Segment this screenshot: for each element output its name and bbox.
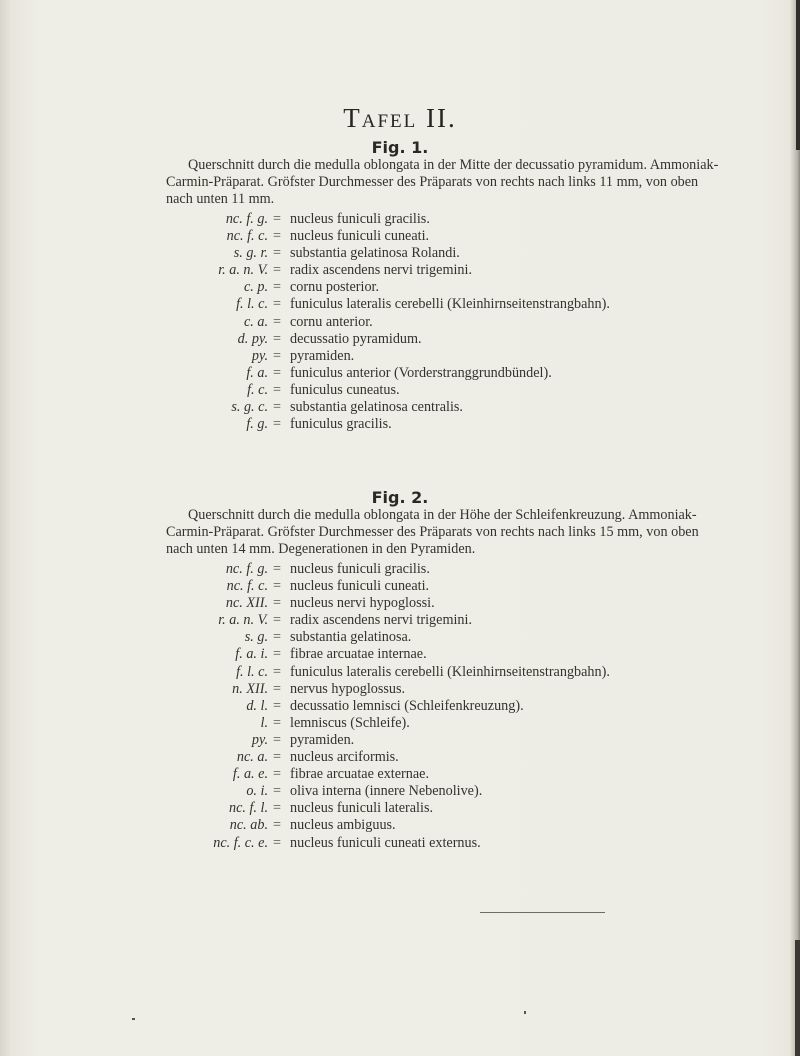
plate-title: Tafel II. (343, 103, 457, 133)
legend-equals: = (273, 595, 282, 612)
legend-row (0, 211, 800, 228)
legend-meaning: pyramiden. (290, 731, 355, 748)
legend-abbreviation: nc. f. g. (225, 211, 268, 227)
legend-row (0, 698, 800, 715)
legend-equals: = (273, 766, 282, 783)
legend-row (0, 314, 800, 331)
legend-equals: = (273, 381, 282, 398)
legend-meaning: funiculus gracilis. (290, 416, 392, 433)
legend-row (0, 646, 800, 663)
legend-abbreviation: r. a. n. V. (218, 262, 268, 279)
legend-abbreviation: f. l. c. (236, 296, 268, 313)
legend-meaning: fibrae arcuatae externae. (290, 766, 430, 783)
figure-1-description-line: Querschnitt durch die medulla oblongata in der Mitte der decussatio pyramidum. Ammoniak- (188, 157, 719, 173)
legend-abbreviation: py. (251, 347, 268, 364)
legend-row (0, 365, 800, 382)
print-speck (132, 1018, 135, 1020)
legend-meaning: pyramiden. (290, 347, 355, 364)
legend-equals: = (273, 749, 282, 766)
legend-abbreviation: nc. a. (236, 749, 268, 766)
legend-meaning: cornu posterior. (290, 279, 380, 296)
figure-2-description (0, 507, 800, 558)
legend-abbreviation: d. py. (237, 330, 268, 347)
legend-abbreviation: s. g. c. (231, 399, 268, 416)
legend-meaning: radix ascendens nervi trigemini. (290, 612, 473, 629)
legend-equals: = (273, 680, 282, 697)
legend-equals: = (273, 245, 282, 262)
legend-equals: = (273, 834, 282, 851)
legend-equals: = (273, 416, 282, 433)
legend-meaning: nucleus funiculi gracilis. (290, 561, 430, 577)
legend-abbreviation: s. g. r. (233, 245, 268, 262)
legend-abbreviation: f. l. c. (236, 663, 268, 680)
legend-abbreviation: nc. f. l. (228, 800, 268, 817)
legend-row (0, 578, 800, 595)
legend-row (0, 296, 800, 313)
legend-abbreviation: f. a. e. (232, 766, 268, 783)
legend-equals: = (273, 262, 282, 279)
legend-meaning: cornu anterior. (290, 313, 373, 330)
legend-abbreviation: f. a. (246, 364, 268, 381)
legend-meaning: nucleus funiculi cuneati. (290, 578, 430, 595)
legend-meaning: oliva interna (innere Nebenolive). (290, 783, 483, 800)
legend-meaning: nucleus arciformis. (290, 749, 399, 766)
legend-row (0, 348, 800, 365)
legend-row (0, 783, 800, 800)
legend-meaning: funiculus anterior (Vorderstranggrundbündel). (290, 364, 552, 381)
legend-row (0, 749, 800, 766)
legend-equals: = (273, 347, 282, 364)
legend-row (0, 399, 800, 416)
legend-meaning: decussatio lemnisci (Schleifenkreuzung). (290, 697, 524, 714)
legend-meaning: substantia gelatinosa Rolandi. (290, 245, 460, 262)
legend-abbreviation: s. g. (244, 629, 268, 646)
legend-row (0, 245, 800, 262)
legend-abbreviation: f. g. (246, 416, 268, 433)
legend-meaning: radix ascendens nervi trigemini. (290, 262, 473, 279)
figure-2-legend (0, 561, 800, 852)
figure-1-title: Fig. 1. (371, 138, 429, 157)
legend-meaning: nucleus funiculi cuneati externus. (290, 834, 481, 851)
legend-meaning: nucleus funiculi gracilis. (290, 211, 430, 227)
legend-abbreviation: c. p. (243, 279, 268, 296)
legend-meaning: nucleus ambiguus. (290, 817, 396, 834)
legend-abbreviation: f. a. i. (235, 646, 268, 663)
legend-abbreviation: nc. f. c. e. (213, 834, 268, 851)
legend-row (0, 561, 800, 578)
legend-equals: = (273, 800, 282, 817)
legend-row (0, 800, 800, 817)
legend-abbreviation: r. a. n. V. (218, 612, 268, 629)
legend-meaning: decussatio pyramidum. (290, 330, 422, 347)
legend-row (0, 228, 800, 245)
legend-equals: = (273, 629, 282, 646)
legend-row (0, 595, 800, 612)
legend-row (0, 279, 800, 296)
figure-2-description-line: Querschnitt durch die medulla oblongata in der Höhe der Schleifenkreuzung. Ammoniak- (188, 507, 697, 523)
legend-row (0, 715, 800, 732)
legend-abbreviation: py. (251, 731, 268, 748)
legend-equals: = (273, 561, 282, 577)
figure-1-description-line: Carmin-Präparat. Gröfster Durchmesser des Präparats von rechts nach links 11 mm, von oben (166, 174, 699, 190)
legend-abbreviation: nc. f. g. (225, 561, 268, 577)
legend-meaning: nucleus funiculi lateralis. (290, 800, 434, 817)
legend-equals: = (273, 731, 282, 748)
legend-meaning: substantia gelatinosa centralis. (290, 399, 463, 416)
figure-2-description-line: Carmin-Präparat. Gröfster Durchmesser des Präparats von rechts nach links 15 mm, von oben (166, 524, 699, 540)
legend-abbreviation: c. a. (243, 313, 268, 330)
legend-meaning: funiculus cuneatus. (290, 381, 400, 398)
legend-equals: = (273, 313, 282, 330)
legend-equals: = (273, 330, 282, 347)
legend-equals: = (273, 296, 282, 313)
legend-meaning: nucleus nervi hypoglossi. (290, 595, 435, 612)
legend-row (0, 766, 800, 783)
legend-row (0, 382, 800, 399)
legend-equals: = (273, 646, 282, 663)
legend-row (0, 835, 800, 852)
legend-equals: = (273, 279, 282, 296)
figure-2-description-line: nach unten 14 mm. Degenerationen in den Pyramiden. (166, 541, 476, 557)
legend-row (0, 664, 800, 681)
legend-equals: = (273, 399, 282, 416)
legend-equals: = (273, 228, 282, 245)
page-right-edge-shadow-bottom (795, 940, 800, 1056)
legend-meaning: lemniscus (Schleife). (290, 714, 410, 731)
figure-1-legend (0, 211, 800, 433)
legend-equals: = (273, 783, 282, 800)
legend-row (0, 629, 800, 646)
legend-equals: = (273, 817, 282, 834)
legend-abbreviation: nc. f. c. (226, 228, 268, 245)
legend-row (0, 262, 800, 279)
legend-row (0, 416, 800, 433)
legend-abbreviation: d. l. (246, 697, 268, 714)
figure-1-description-line: nach unten 11 mm. (166, 191, 275, 207)
legend-equals: = (273, 578, 282, 595)
legend-abbreviation: o. i. (246, 783, 268, 800)
closing-rule (480, 912, 605, 913)
legend-row (0, 817, 800, 834)
legend-meaning: substantia gelatinosa. (290, 629, 412, 646)
legend-equals: = (273, 714, 282, 731)
figure-1-description (0, 157, 800, 208)
legend-row (0, 681, 800, 698)
legend-abbreviation: f. c. (247, 381, 268, 398)
legend-abbreviation: nc. f. c. (226, 578, 268, 595)
legend-row (0, 732, 800, 749)
legend-meaning: nervus hypoglossus. (290, 680, 406, 697)
legend-equals: = (273, 663, 282, 680)
figure-2-title: Fig. 2. (371, 488, 429, 507)
legend-abbreviation: nc. ab. (229, 817, 268, 834)
legend-meaning: nucleus funiculi cuneati. (290, 228, 430, 245)
legend-equals: = (273, 211, 282, 227)
legend-meaning: fibrae arcuatae internae. (290, 646, 427, 663)
legend-equals: = (273, 697, 282, 714)
legend-abbreviation: l. (260, 714, 268, 731)
legend-row (0, 612, 800, 629)
legend-equals: = (273, 612, 282, 629)
legend-abbreviation: nc. XII. (225, 595, 268, 612)
legend-row (0, 331, 800, 348)
legend-meaning: funiculus lateralis cerebelli (Kleinhirnseitenstrangbahn). (290, 663, 610, 680)
legend-abbreviation: n. XII. (232, 680, 268, 697)
print-speck (524, 1011, 526, 1014)
legend-meaning: funiculus lateralis cerebelli (Kleinhirnseitenstrangbahn). (290, 296, 610, 313)
legend-equals: = (273, 364, 282, 381)
